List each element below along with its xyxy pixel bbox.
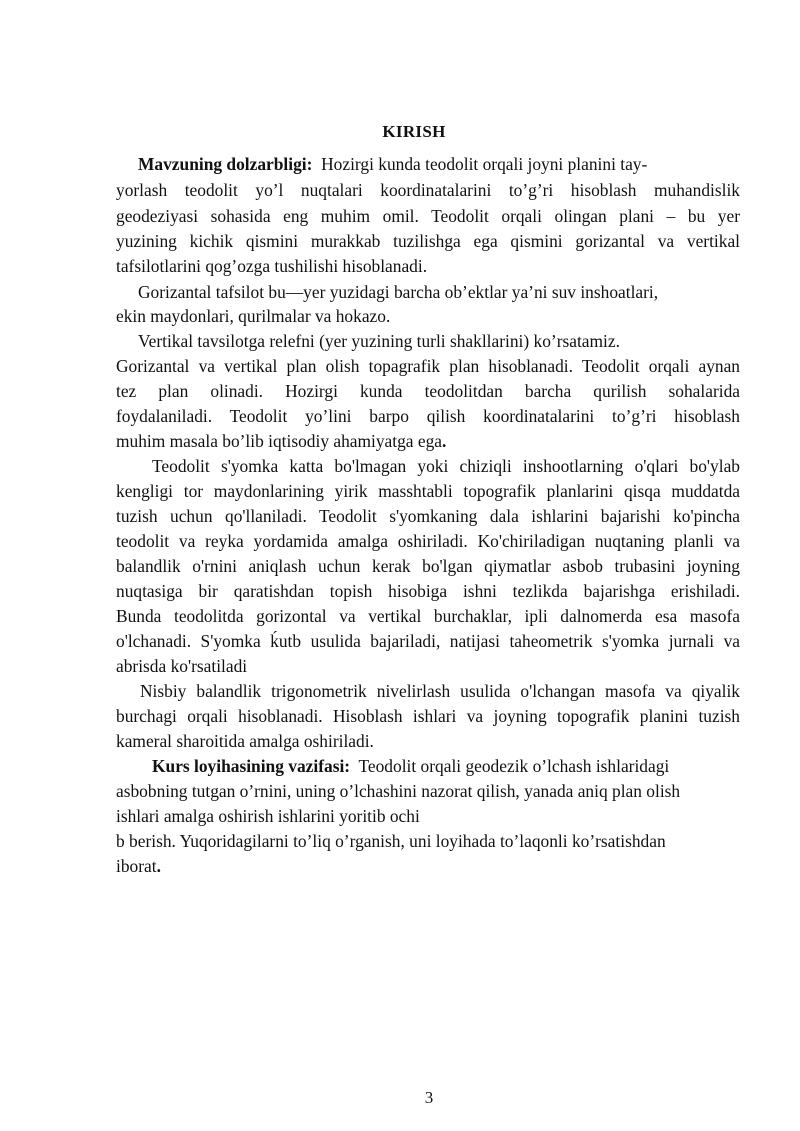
- paragraph-4-line-4: teodolit va reyka yordamida amalga oshiriladi. Ko'chiriladigan nuqtaning planli va: [116, 531, 740, 551]
- paragraph-4-line-6: nuqtasiga bir qaratishdan topish hisobiga ishni tezlikda bajarishga erishiladi.: [116, 581, 740, 601]
- paragraph-6-last-text: iborat: [116, 856, 157, 876]
- paragraph-5-line-1: Nisbiy balandlik trigonometrik nivelirlash usulida o'lchangan masofa va qiyalik: [140, 681, 740, 701]
- paragraph-2-line-2: ekin maydonlari, qurilmalar va hokazo.: [116, 306, 391, 326]
- paragraph-3-line-2: Gorizantal va vertikal plan olish topagrafik plan hisoblanadi. Teodolit orqali aynan: [116, 356, 740, 376]
- paragraph-1-line-1: [138, 154, 647, 174]
- paragraph-3-line-4: foydalaniladi. Teodolit yo’lini barpo qilish koordinatalarini to’g’ri hisoblash: [116, 406, 740, 426]
- paragraph-1-line-3: geodeziyasi sohasida eng muhim omil. Teodolit orqali olingan plani – bu yer: [116, 206, 740, 226]
- paragraph-3-text: muhim masala bo’lib iqtisodiy ahamiyatga ega: [116, 431, 442, 451]
- paragraph-1-line-2: yorlash teodolit yo’l nuqtalari koordinatalarini to’g’ri hisoblash muhandislik: [116, 180, 740, 200]
- task-heading: Kurs loyihasining vazifasi:: [152, 756, 351, 776]
- paragraph-6-period: .: [156, 856, 161, 876]
- paragraph-3-line-1: Vertikal tavsilotga relefni (yer yuzining turli shakllarini) ko’rsatamiz.: [138, 331, 620, 351]
- paragraph-3-line-3: tez plan olinadi. Hozirgi kunda teodolitdan barcha qurilish sohalarida: [116, 381, 740, 401]
- paragraph-4-line-8: o'lchanadi. S'yomka ḱutb usulida bajariladi, natijasi taheometrik s'yomka jurnali va: [116, 631, 740, 651]
- paragraph-3-line-5: [116, 431, 446, 451]
- relevance-heading: Mavzuning dolzarbligi:: [138, 154, 313, 174]
- page-title: KIRISH: [382, 122, 446, 141]
- paragraph-4-line-5: balandlik o'rnini aniqlash uchun kerak bo'lgan qiymatlar asbob trubasini joyning: [116, 556, 740, 576]
- paragraph-5-line-2: burchagi orqali hisoblanadi. Hisoblash ishlari va joyning topografik planini tuzish: [116, 706, 740, 726]
- paragraph-2-line-1: Gorizantal tafsilot bu—yer yuzidagi barcha ob’ektlar ya’ni suv inshoatlari,: [138, 282, 659, 302]
- paragraph-6-line-1: [152, 756, 669, 776]
- paragraph-4-line-2: kengligi tor maydonlarining yirik masshtabli topografik planlarini qisqa muddatda: [116, 481, 740, 501]
- paragraph-6-line-5: [116, 856, 161, 876]
- paragraph-1-line-5: tafsilotlarini qog’ozga tushilishi hisoblanadi.: [116, 256, 428, 276]
- paragraph-6-line-2: asbobning tutgan o’rnini, uning o’lchashini nazorat qilish, yanada aniq plan olish: [116, 781, 681, 801]
- paragraph-6-line-4: b berish. Yuqoridagilarni to’liq o’rganish, uni loyihada to’laqonli ko’rsatishdan: [116, 831, 666, 851]
- paragraph-4-line-3: tuzish uchun qo'llaniladi. Teodolit s'yomkaning dala ishlarini bajarishi ko'pincha: [116, 506, 740, 526]
- paragraph-4-line-9: abrisda ko'rsatiladi: [116, 656, 248, 676]
- paragraph-4-line-7: Bunda teodolitda gorizontal va vertikal burchaklar, ipli dalnomerda esa masofa: [116, 606, 740, 626]
- paragraph-6-text: Teodolit orqali geodezik o’lchash ishlaridagi: [358, 756, 670, 776]
- paragraph-3-period: .: [442, 431, 447, 451]
- paragraph-4-line-1: Teodolit s'yomka katta bo'lmagan yoki chiziqli inshootlarning o'qlari bo'ylab: [152, 456, 740, 476]
- page-number: 3: [424, 1088, 434, 1107]
- paragraph-1-line-4: yuzining kichik qismini murakkab tuzilishga ega qismini gorizantal va vertikal: [116, 231, 740, 251]
- paragraph-6-line-3: ishlari amalga oshirish ishlarini yoritib ochi: [116, 806, 420, 826]
- paragraph-5-line-3: kameral sharoitida amalga oshiriladi.: [116, 731, 374, 751]
- paragraph-1-text: Hozirgi kunda teodolit orqali joyni planini tay-: [321, 154, 648, 174]
